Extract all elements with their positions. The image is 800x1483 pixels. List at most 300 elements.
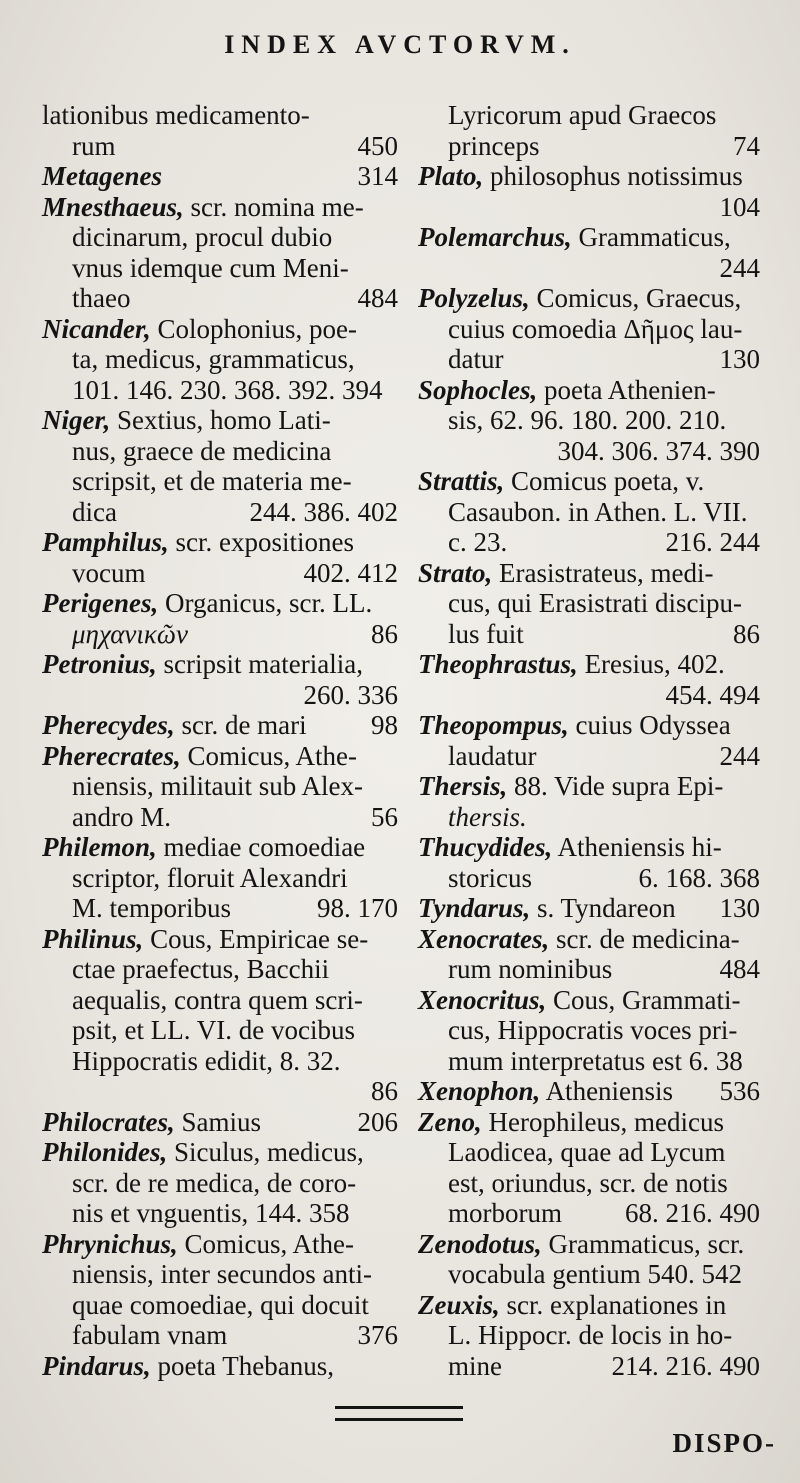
entry-line	[418, 314, 760, 345]
entry-text: Cous, Empiricae se-	[150, 923, 369, 954]
entry-line	[42, 1168, 398, 1199]
entry-text: 88. Vide supra Epi-	[514, 771, 724, 801]
author-name: Zeno,	[418, 1106, 482, 1137]
author-name: Pherecrates,	[42, 740, 181, 771]
entry-text: μηχανικῶν	[72, 618, 188, 649]
line-text	[448, 1168, 728, 1199]
entry-line	[418, 558, 760, 589]
entry-text: Siculus, medicus,	[174, 1137, 364, 1167]
page-reference: 260. 336	[303, 679, 398, 710]
entry-text: Comicus, Graecus,	[536, 283, 742, 313]
author-name: Tyndarus,	[418, 893, 531, 923]
entry-line	[418, 680, 760, 711]
index-entry	[42, 405, 398, 527]
page-reference: 68. 216. 490	[625, 1198, 760, 1228]
line-text	[42, 100, 310, 131]
index-entry	[42, 1137, 398, 1229]
entry-text: cuius Odyssea	[575, 710, 731, 740]
line-text	[72, 985, 363, 1016]
line-text	[42, 314, 357, 345]
entry-line	[42, 802, 398, 833]
page-reference: 98	[371, 710, 398, 740]
entry-line	[42, 1351, 398, 1382]
line-text	[72, 436, 331, 467]
entry-line	[418, 954, 760, 985]
entry-text: Comicus poeta, v.	[511, 466, 705, 496]
author-name: Mnesthaeus,	[42, 191, 184, 222]
entry-text: poeta Athenien-	[544, 374, 716, 405]
line-text	[418, 1076, 673, 1107]
entry-text: cus, Hippocratis voces pri-	[448, 1015, 738, 1045]
page-reference: 104	[719, 191, 760, 222]
author-name: Niger,	[42, 405, 111, 435]
line-text	[448, 1015, 737, 1046]
closing-rule	[335, 1406, 463, 1421]
author-name: Xenocrates,	[418, 923, 550, 954]
page-reference: 86	[733, 618, 760, 649]
index-entry	[418, 649, 760, 710]
entry-line	[42, 466, 398, 497]
line-text	[42, 924, 368, 955]
entry-line	[42, 588, 398, 619]
line-text	[448, 1046, 743, 1077]
entry-text: scriptor, floruit Alexandri	[72, 862, 348, 893]
author-name: Sophocles,	[418, 374, 538, 405]
entry-text: lationibus medicamento-	[42, 100, 310, 130]
entry-text: morborum	[448, 1198, 562, 1228]
entry-text: scr. de re medica, de coro-	[72, 1167, 357, 1198]
author-name: Phrynichus,	[42, 1228, 178, 1259]
right-column	[418, 100, 760, 1381]
line-text	[72, 771, 363, 802]
entry-text: cus, qui Erasistrati discipu-	[448, 588, 742, 618]
line-text	[72, 1290, 369, 1321]
author-name: Plato,	[418, 161, 484, 191]
entry-line	[418, 497, 760, 528]
author-name: Strato,	[418, 557, 493, 588]
entry-line	[42, 283, 398, 314]
line-text	[418, 985, 741, 1016]
page-reference: 536	[719, 1076, 760, 1106]
entry-line	[42, 954, 398, 985]
index-entry	[418, 375, 760, 467]
entry-line	[418, 1320, 760, 1351]
line-text	[72, 375, 383, 406]
entry-text: Atheniensis hi-	[557, 832, 722, 862]
entry-text: Grammaticus, scr.	[548, 1228, 745, 1259]
page-reference: 304. 306. 374. 390	[557, 435, 760, 466]
line-text	[72, 863, 348, 894]
entry-text: Hippocratis edidit, 8. 32.	[72, 1045, 341, 1076]
entry-text: Laodicea, quae ad Lycum	[448, 1137, 726, 1167]
entry-line	[418, 802, 760, 833]
entry-text: Organicus, scr. LL.	[164, 588, 373, 618]
entry-text: laudatur	[448, 740, 537, 771]
author-name: Metagenes	[42, 161, 162, 191]
entry-text: rum	[72, 130, 116, 161]
line-text	[72, 1168, 356, 1199]
entry-line	[418, 375, 760, 406]
entry-text: datur	[448, 344, 504, 374]
entry-text: cuius comoedia Δῆμος lau-	[448, 313, 743, 344]
author-name: Philinus,	[42, 923, 144, 954]
entry-line	[42, 893, 398, 924]
entry-line	[42, 985, 398, 1016]
author-name: Xenophon,	[418, 1076, 541, 1106]
entry-line	[418, 985, 760, 1016]
entry-text: psit, et LL. VI. de vocibus	[72, 1015, 355, 1045]
author-name: Pherecydes,	[42, 710, 175, 740]
index-entry	[418, 222, 760, 283]
entry-text: est, oriundus, scr. de notis	[448, 1167, 728, 1198]
entry-line	[418, 405, 760, 436]
line-text	[42, 405, 331, 436]
entry-text: mediae comoediae	[163, 832, 366, 862]
entry-line	[418, 466, 760, 497]
author-name: Xenocritus,	[418, 984, 547, 1015]
entry-text: dica	[72, 496, 117, 527]
line-text	[42, 527, 354, 558]
entry-line	[42, 131, 398, 162]
entry-line	[418, 1198, 760, 1229]
entry-text: Samius	[181, 1106, 262, 1137]
line-text	[448, 588, 742, 619]
entry-line	[42, 497, 398, 528]
entry-text: Grammaticus,	[578, 222, 731, 252]
entry-text: niensis, militauit sub Alex-	[72, 771, 363, 801]
line-text	[42, 1137, 364, 1168]
entry-line	[418, 1046, 760, 1077]
line-text	[418, 771, 723, 802]
entry-line	[418, 1259, 760, 1290]
entry-text: scr. nomina me-	[190, 191, 364, 222]
entry-line	[42, 649, 398, 680]
line-text	[42, 741, 357, 772]
page-reference: 244. 386. 402	[249, 496, 398, 527]
page-reference: 314	[357, 161, 398, 191]
entry-line	[418, 192, 760, 223]
index-entry	[418, 985, 760, 1077]
index-entry	[418, 924, 760, 985]
line-text	[42, 192, 364, 223]
page-reference: 216. 244	[665, 527, 760, 557]
entry-line	[42, 527, 398, 558]
line-text	[72, 893, 231, 924]
page-reference: 86	[371, 1076, 398, 1106]
entry-line	[42, 680, 398, 711]
entry-text: sis, 62. 96. 180. 200. 210.	[448, 405, 727, 435]
entry-line	[42, 405, 398, 436]
index-entry	[42, 161, 398, 192]
line-text	[42, 1351, 334, 1382]
entry-line	[418, 588, 760, 619]
entry-text: dicinarum, procul dubio	[72, 222, 333, 252]
entry-line	[42, 100, 398, 131]
left-column	[42, 100, 398, 1381]
entry-text: Cous, Grammati-	[553, 984, 741, 1015]
entry-line	[42, 710, 398, 741]
entry-text: scripsit, et de materia me-	[72, 466, 352, 496]
entry-text: nus, graece de medicina	[72, 435, 332, 466]
entry-text: storicus	[448, 862, 532, 893]
entry-text: Comicus, Athe-	[187, 740, 357, 771]
index-entry	[42, 710, 398, 741]
line-text	[418, 466, 704, 497]
line-text	[72, 1259, 372, 1290]
line-text	[72, 1320, 227, 1351]
line-text	[72, 1198, 350, 1229]
line-text	[448, 405, 726, 436]
page-reference: 6. 168. 368	[638, 862, 760, 893]
running-header: INDEX AVCTORVM.	[224, 30, 576, 59]
line-text	[72, 802, 171, 833]
entry-text: c. 23.	[448, 527, 508, 557]
line-text	[448, 344, 503, 375]
line-text	[72, 497, 117, 528]
line-text	[42, 832, 365, 863]
page-reference: 86	[371, 618, 398, 649]
author-name: Zenodotus,	[418, 1228, 542, 1259]
author-name: Philemon,	[42, 832, 157, 862]
index-entry	[42, 1229, 398, 1351]
line-text	[418, 924, 740, 955]
entry-text: thaeo	[72, 283, 131, 313]
line-text	[448, 497, 747, 528]
entry-text: ctae praefectus, Bacchii	[72, 954, 330, 984]
entry-line	[42, 924, 398, 955]
index-entry	[418, 283, 760, 375]
entry-text: scr. explanationes in	[506, 1289, 727, 1320]
entry-line	[418, 100, 760, 131]
index-entry	[418, 466, 760, 558]
author-name: Perigenes,	[42, 588, 159, 618]
entry-text: scr. de medicina-	[556, 923, 740, 954]
entry-line	[418, 1290, 760, 1321]
index-entry	[42, 1351, 398, 1382]
line-text	[72, 344, 355, 375]
entry-text: vocum	[72, 557, 146, 588]
entry-line	[42, 832, 398, 863]
line-text	[448, 314, 742, 345]
entry-line	[418, 1076, 760, 1107]
entry-line	[418, 161, 760, 192]
entry-text: M. temporibus	[72, 893, 231, 923]
entry-text: Casaubon. in Athen. L. VII.	[448, 496, 748, 527]
line-text	[72, 1046, 340, 1077]
entry-line	[418, 741, 760, 772]
entry-line	[42, 192, 398, 223]
entry-line	[418, 1229, 760, 1260]
line-text	[72, 1015, 355, 1046]
entry-line	[42, 436, 398, 467]
line-text	[42, 161, 162, 192]
line-text	[42, 649, 363, 680]
author-name: Petronius,	[42, 649, 157, 679]
entry-text: Colophonius, poe-	[157, 313, 358, 344]
index-entry	[418, 1229, 760, 1290]
entry-line	[42, 253, 398, 284]
author-name: Philonides,	[42, 1137, 168, 1167]
line-text	[418, 558, 713, 589]
entry-text: Comicus, Athe-	[184, 1228, 355, 1259]
author-name: Thersis,	[418, 771, 508, 801]
entry-line	[42, 1259, 398, 1290]
index-entry	[418, 1107, 760, 1229]
entry-line	[42, 558, 398, 589]
entry-text: L. Hippocr. de locis in ho-	[448, 1320, 733, 1350]
author-name: Polyzelus,	[418, 283, 530, 313]
index-entry	[42, 741, 398, 833]
entry-text: fabulam vnam	[72, 1320, 228, 1350]
line-text	[448, 1198, 562, 1229]
index-entry	[42, 588, 398, 649]
page-reference: 56	[371, 801, 398, 832]
line-text	[72, 466, 352, 497]
line-text	[448, 802, 527, 833]
entry-text: Sextius, homo Lati-	[117, 405, 331, 435]
entry-text: quae comoediae, qui docuit	[72, 1289, 369, 1320]
index-entry	[42, 192, 398, 314]
index-entry	[418, 771, 760, 832]
catchword: DISPO-	[672, 1428, 776, 1458]
author-name: Pamphilus,	[42, 527, 169, 557]
page-reference: 244	[719, 252, 760, 283]
entry-line	[42, 1137, 398, 1168]
line-text	[448, 100, 716, 131]
entry-line	[42, 771, 398, 802]
entry-line	[418, 1351, 760, 1382]
index-entry	[42, 314, 398, 406]
line-text	[418, 283, 741, 314]
page-reference: 98. 170	[317, 893, 398, 923]
line-text	[72, 558, 146, 589]
page-reference: 130	[719, 344, 760, 374]
entry-line	[42, 1107, 398, 1138]
line-text	[42, 710, 307, 741]
index-entry	[418, 161, 760, 222]
entry-text: lus fuit	[448, 618, 524, 649]
entry-text: mine	[448, 1350, 502, 1381]
line-text	[448, 1259, 742, 1290]
index-entry	[418, 1290, 760, 1382]
entry-line	[418, 924, 760, 955]
line-text	[42, 1229, 354, 1260]
line-text	[448, 863, 532, 894]
entry-line	[42, 375, 398, 406]
index-entry	[42, 100, 398, 161]
line-text	[418, 893, 676, 924]
entry-text: s. Tyndareon	[537, 893, 676, 923]
page-reference: 454. 494	[665, 679, 760, 710]
index-entry	[42, 527, 398, 588]
line-text	[418, 375, 716, 406]
line-text	[418, 222, 731, 253]
page-reference: 74	[733, 130, 760, 161]
index-entry	[42, 649, 398, 710]
entry-text: ta, medicus, grammaticus,	[72, 344, 355, 374]
page-reference: 484	[357, 283, 398, 313]
entry-line	[42, 1290, 398, 1321]
entry-text: Eresius, 402.	[584, 649, 725, 679]
entry-line	[418, 863, 760, 894]
entry-text: Erasistrateus, medi-	[499, 557, 714, 588]
index-entry	[418, 893, 760, 924]
entry-text: andro M.	[72, 801, 171, 832]
line-text	[448, 954, 612, 985]
entry-line	[418, 1015, 760, 1046]
line-text	[448, 131, 539, 162]
entry-line	[42, 1015, 398, 1046]
entry-text: scr. expositiones	[175, 527, 355, 557]
entry-line	[42, 619, 398, 650]
line-text	[448, 527, 507, 558]
line-text	[72, 954, 329, 985]
index-entry	[418, 100, 760, 161]
entry-line	[418, 253, 760, 284]
entry-line	[418, 710, 760, 741]
page-reference: 450	[357, 130, 398, 161]
entry-text: philosophus notissimus	[490, 161, 743, 191]
entry-line	[42, 344, 398, 375]
index-entry	[418, 558, 760, 650]
entry-text: poeta Thebanus,	[157, 1350, 334, 1381]
line-text	[418, 1229, 744, 1260]
entry-line	[42, 1076, 398, 1107]
entry-line	[418, 832, 760, 863]
entry-line	[42, 1320, 398, 1351]
entry-line	[42, 1198, 398, 1229]
page-reference: 484	[719, 954, 760, 984]
line-text	[72, 283, 130, 314]
index-entry	[42, 832, 398, 924]
entry-text: niensis, inter secundos anti-	[72, 1259, 372, 1289]
entry-text: vnus idemque cum Meni-	[72, 252, 349, 283]
entry-text: Atheniensis	[545, 1076, 674, 1106]
author-name: Polemarchus,	[418, 222, 572, 252]
entry-text: 101. 146. 230. 368. 392. 394	[72, 374, 383, 405]
author-name: Zeuxis,	[418, 1289, 500, 1320]
author-name: Theopompus,	[418, 710, 569, 740]
index-entry	[418, 710, 760, 771]
line-text	[42, 588, 372, 619]
author-name: Strattis,	[418, 466, 505, 496]
page-reference: 206	[357, 1106, 398, 1137]
line-text	[418, 1290, 726, 1321]
entry-line	[42, 222, 398, 253]
entry-line	[42, 1229, 398, 1260]
entry-line	[42, 161, 398, 192]
entry-line	[418, 1137, 760, 1168]
entry-line	[418, 649, 760, 680]
entry-line	[418, 527, 760, 558]
page-reference: 244	[719, 740, 760, 771]
entry-text: rum nominibus	[448, 954, 613, 984]
page-reference: 214. 216. 490	[611, 1350, 760, 1381]
entry-text: vocabula gentium 540. 542	[448, 1259, 742, 1289]
line-text	[42, 1107, 261, 1138]
entry-text: Herophileus, medicus	[488, 1106, 724, 1137]
entry-line	[418, 283, 760, 314]
entry-text: thersis.	[448, 801, 527, 832]
line-text	[418, 1107, 724, 1138]
line-text	[448, 1137, 725, 1168]
page-reference: 376	[357, 1320, 398, 1350]
entry-line	[418, 344, 760, 375]
line-text	[418, 161, 743, 192]
entry-line	[418, 436, 760, 467]
index-entry	[418, 832, 760, 893]
entry-text: Lyricorum apud Graecos	[448, 100, 717, 130]
